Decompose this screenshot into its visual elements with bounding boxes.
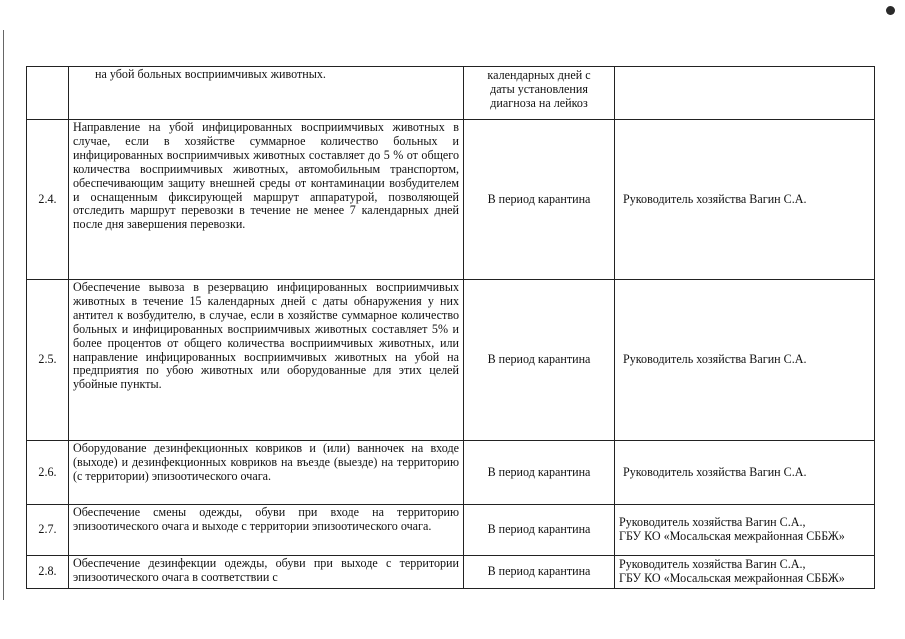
period-cell: В период карантина bbox=[464, 120, 615, 280]
measure-text: Обеспечение вывоза в резервацию инфицированных восприимчивых животных в течение 15 календарных дней с даты обнаружения у них антител к возбудителю, в случае, если в хозяйстве суммарное количество больных и инфицированных восприимчивых животных составляет 5% и более процентов от общего количества восприимчивых животных, или направление инфицированных восприимчивых животных на убой на предприятия по убою животных или оборудованные для этих целей убойные пункты. bbox=[69, 280, 464, 441]
period-cell: В период карантина bbox=[464, 505, 615, 556]
measure-text: Оборудование дезинфекционных ковриков и (или) ванночек на входе (выходе) и дезинфекционных ковриков на въезде (выезде) на территорию (с территории) эпизоотического очага. bbox=[69, 441, 464, 505]
responsible-cell bbox=[615, 441, 875, 505]
responsible-line: Руководитель хозяйства Вагин С.А., bbox=[619, 515, 806, 530]
table-row bbox=[27, 67, 875, 120]
responsible-cell bbox=[615, 120, 875, 280]
period-cell: В период карантина bbox=[464, 441, 615, 505]
responsible-line: Руководитель хозяйства Вагин С.А. bbox=[623, 191, 807, 206]
row-number: 2.8. bbox=[27, 556, 69, 589]
table-row bbox=[27, 441, 875, 505]
scan-edge-line bbox=[3, 30, 4, 600]
row-number: 2.7. bbox=[27, 505, 69, 556]
responsible-line: Руководитель хозяйства Вагин С.А., bbox=[619, 557, 806, 572]
scan-dot-mark bbox=[886, 6, 895, 15]
table-row bbox=[27, 505, 875, 556]
table-row bbox=[27, 280, 875, 441]
row-number: 2.6. bbox=[27, 441, 69, 505]
measure-text: Обеспечение смены одежды, обуви при входе на территорию эпизоотического очага и выходе с территории эпизоотического очага. bbox=[69, 505, 464, 556]
measure-text: Обеспечение дезинфекции одежды, обуви при выходе с территории эпизоотического очага в соответствии с bbox=[69, 556, 464, 589]
measure-text: на убой больных восприимчивых животных. bbox=[69, 67, 464, 120]
measure-text: Направление на убой инфицированных восприимчивых животных в случае, если в хозяйстве суммарное количество больных и инфицированных восприимчивых животных составляет до 5 % от общего количества восприимчивых животных, автомобильным транспортом, обеспечивающим защиту внешней среды от контаминации возбудителем и оснащенным фиксирующей маршрут аппаратурой, позволяющей отследить маршрут перевозки в течение не менее 7 календарных дней после дня завершения перевозки. bbox=[69, 120, 464, 280]
responsible-line: ГБУ КО «Мосальская межрайонная СББЖ» bbox=[619, 571, 845, 585]
responsible-line: ГБУ КО «Мосальская межрайонная СББЖ» bbox=[619, 529, 845, 543]
responsible-cell bbox=[615, 505, 875, 556]
table-row bbox=[27, 120, 875, 280]
measures-table bbox=[26, 66, 875, 589]
period-line: даты установления bbox=[490, 81, 588, 96]
row-number: 2.4. bbox=[27, 120, 69, 280]
responsible-cell bbox=[615, 280, 875, 441]
table-row bbox=[27, 556, 875, 589]
period-line: календарных дней с bbox=[487, 68, 591, 82]
row-number bbox=[27, 67, 69, 120]
responsible-cell bbox=[615, 67, 875, 120]
period-cell bbox=[464, 67, 615, 120]
period-cell: В период карантина bbox=[464, 280, 615, 441]
responsible-line: Руководитель хозяйства Вагин С.А. bbox=[623, 352, 807, 367]
period-cell: В период карантина bbox=[464, 556, 615, 589]
row-number: 2.5. bbox=[27, 280, 69, 441]
period-line: диагноза на лейкоз bbox=[490, 95, 588, 110]
responsible-line: Руководитель хозяйства Вагин С.А. bbox=[623, 464, 807, 479]
responsible-cell bbox=[615, 556, 875, 589]
